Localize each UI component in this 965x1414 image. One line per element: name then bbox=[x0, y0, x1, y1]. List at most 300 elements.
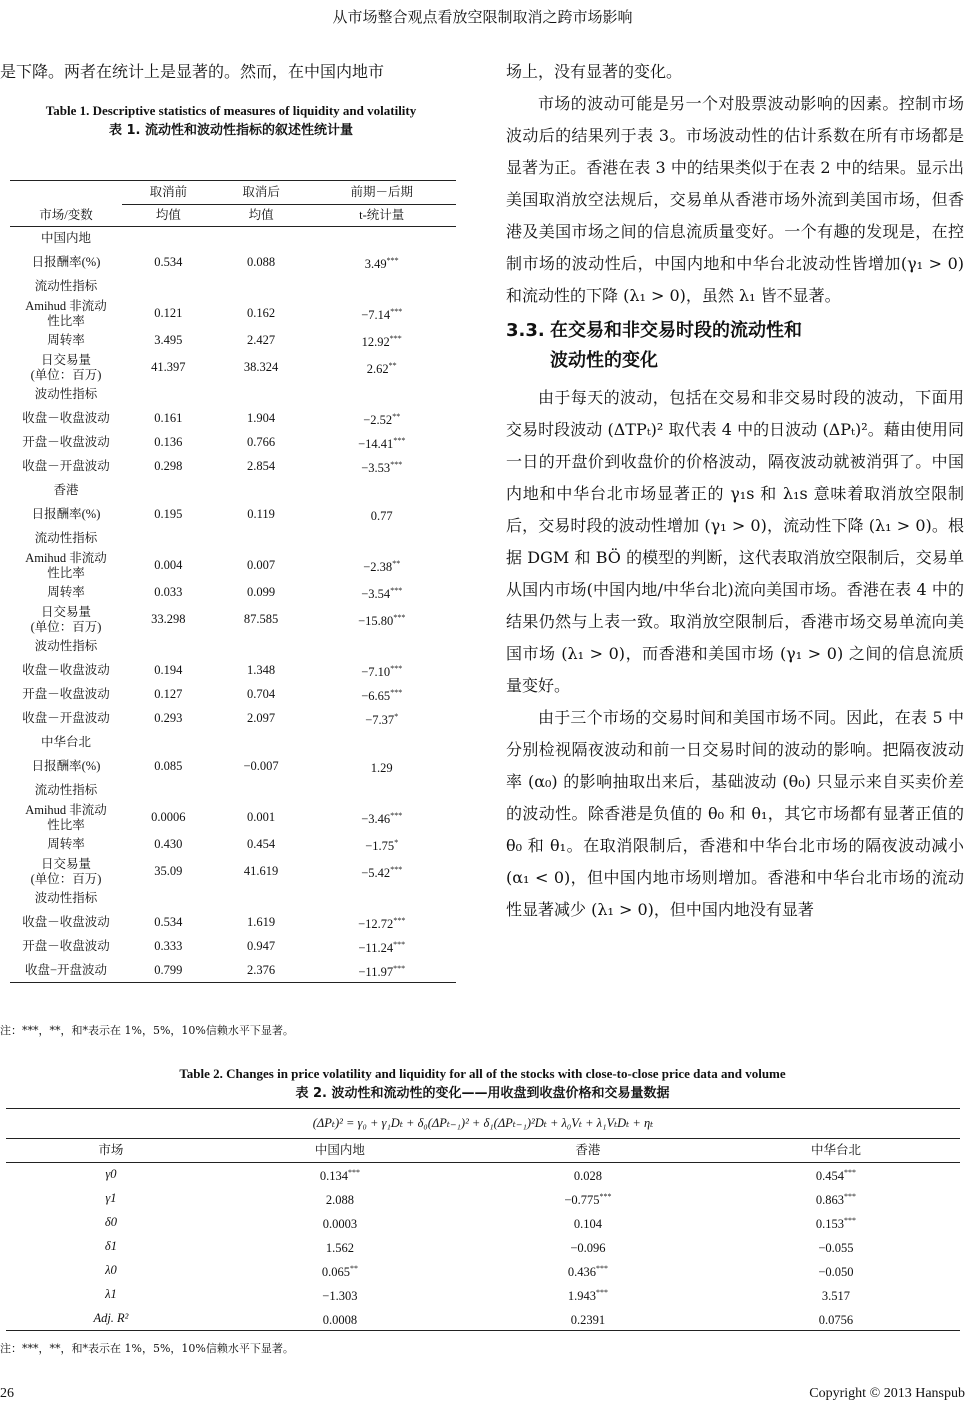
table1-cell-before-text: 0.161 bbox=[154, 411, 183, 425]
table2-cell-taipei-text: −0.050 bbox=[818, 1265, 854, 1280]
table1-row-label bbox=[10, 857, 122, 887]
table2-cell-mainland-text: 0.0008 bbox=[322, 1312, 358, 1327]
table2-cell-hongkong-text: 0.436 bbox=[567, 1265, 596, 1280]
table1-cell-t bbox=[307, 833, 456, 857]
table-row bbox=[10, 707, 456, 731]
table1-cell-t-text: −1.75 bbox=[365, 839, 395, 854]
table1-cell-t-text: −3.46 bbox=[361, 812, 391, 827]
table2-cell-mainland bbox=[216, 1307, 464, 1331]
significance-marker: *** bbox=[393, 435, 406, 445]
significance-marker: * bbox=[394, 837, 399, 847]
table-row bbox=[10, 407, 456, 431]
table1-row-label-text: 周转率 bbox=[47, 585, 85, 599]
table1-cell-t-text: 1.29 bbox=[370, 761, 393, 776]
table1-row-label-text: Amihud 非流动 性比率 bbox=[25, 298, 107, 328]
table1-caption-cn: 表 1. 流动性和波动性指标的叙述性统计量 bbox=[108, 123, 354, 138]
table1-row-label-text: 流动性指标 bbox=[34, 531, 98, 545]
table1-cell-after bbox=[215, 635, 308, 659]
table1-cell-t-text: −7.10 bbox=[361, 665, 391, 680]
table2-cell-mainland-text: 0.0003 bbox=[322, 1217, 358, 1232]
table1-cell-after-text: 0.007 bbox=[247, 558, 276, 572]
table1-cell-after bbox=[215, 683, 308, 707]
table1-cell-after bbox=[215, 935, 308, 959]
significance-marker: *** bbox=[393, 612, 406, 622]
table1-cell-before-text: 0.534 bbox=[154, 255, 183, 269]
table1-cell-t bbox=[307, 503, 456, 527]
table1-row-label-text: 收盘－收盘波动 bbox=[22, 411, 110, 425]
table1-cell-t bbox=[307, 383, 456, 407]
table1-header-stub: 市场/变数 bbox=[10, 205, 122, 227]
table1-cell-before bbox=[122, 503, 215, 527]
table1-cell-after-text: 0.947 bbox=[247, 939, 276, 953]
table1-note: 注：***，**，和*表示在 1%，5%，10%信赖水平下显著。 bbox=[0, 1024, 294, 1037]
table1-cell-after bbox=[215, 299, 308, 329]
table1-cell-before bbox=[122, 581, 215, 605]
table1-row-label-text: 流动性指标 bbox=[34, 279, 98, 293]
table1-header-diff: 前期－后期 bbox=[307, 181, 456, 205]
table1-row-label bbox=[10, 353, 122, 383]
table1-cell-before-text: 0.293 bbox=[154, 711, 183, 725]
table1-cell-after bbox=[215, 329, 308, 353]
table1-cell-t bbox=[307, 935, 456, 959]
table1-cell-after bbox=[215, 581, 308, 605]
table1-cell-after bbox=[215, 455, 308, 479]
table1-cell-t bbox=[307, 527, 456, 551]
table2-cell-mainland bbox=[216, 1283, 464, 1307]
significance-marker: ** bbox=[392, 558, 401, 568]
table1-cell-before-text: 0.136 bbox=[154, 435, 183, 449]
table-row bbox=[10, 959, 456, 983]
table1-cell-t-text: −14.41 bbox=[358, 437, 394, 452]
table1-cell-t bbox=[307, 407, 456, 431]
table1-row-label bbox=[10, 551, 122, 581]
table1-cell-before bbox=[122, 251, 215, 275]
table2-cell-hongkong-text: −0.775 bbox=[564, 1193, 600, 1208]
significance-marker: *** bbox=[844, 1191, 857, 1201]
table1-cell-t bbox=[307, 887, 456, 911]
table1-cell-t-text: −3.53 bbox=[361, 461, 391, 476]
significance-marker: *** bbox=[393, 915, 406, 925]
significance-marker: *** bbox=[393, 939, 406, 949]
table-row bbox=[10, 551, 456, 581]
table2-row-symbol-text: γ0 bbox=[105, 1167, 117, 1182]
table1-cell-after bbox=[215, 479, 308, 503]
table1-cell-before bbox=[122, 455, 215, 479]
table1-row-label bbox=[10, 275, 122, 299]
table-row bbox=[10, 353, 456, 383]
table1-cell-t-text: 3.49 bbox=[364, 257, 387, 272]
table1-cell-t bbox=[307, 353, 456, 383]
table1-cell-after bbox=[215, 857, 308, 887]
table1-cell-t bbox=[307, 857, 456, 887]
table-row bbox=[10, 833, 456, 857]
right-paragraph-3: 由于每天的波动，包括在交易和非交易时段的波动，下面用交易时段波动 (ΔTPₜ)² 取代表 4 中的日波动 (ΔPₜ)²。藉由使用同一日的开盘价到收盘价的价格波动，隔夜波动就被消弭了。中国内地和中华台北市场显著正的 γ₁s 和 λ₁s 意味着取消放空限制后，交易时段的波动性增加 (γ₁ > 0)，流动性下降 (λ₁ > 0)。根据 DGM 和 BÖ 的模型的判断，这代表取消放空限制后，交易单从国内市场(中国内地/中华台北)流向美国市场。香港在表 4 中的结果仍然与上表一致。取消放空限制后，香港市场交易单流向美国市场 (λ₁ > 0)，而香港和美国市场 (γ₁ > 0) 之间的信息流质量变好。 bbox=[506, 388, 964, 695]
table1-row-label-text: 收盘－开盘波动 bbox=[22, 459, 110, 473]
table1-row-label-text: 开盘－收盘波动 bbox=[22, 435, 110, 449]
table2-caption-en: Table 2. Changes in price volatility and liquidity for all of the stocks with close-to-close price data and volume bbox=[179, 1066, 786, 1081]
table1 bbox=[10, 180, 456, 983]
table1-cell-after bbox=[215, 503, 308, 527]
table1-cell-t-text: −5.42 bbox=[361, 866, 391, 881]
table1-cell-before bbox=[122, 935, 215, 959]
significance-marker: *** bbox=[390, 663, 403, 673]
table2-cell-hongkong bbox=[464, 1307, 712, 1331]
table-row bbox=[10, 803, 456, 833]
table1-row-label bbox=[10, 605, 122, 635]
table1-cell-t bbox=[307, 683, 456, 707]
table2-header-taipei: 中华台北 bbox=[712, 1139, 960, 1163]
table1-cell-t-text: −6.65 bbox=[361, 689, 391, 704]
table1-cell-after bbox=[215, 275, 308, 299]
table1-cell-t-text: 12.92 bbox=[361, 335, 390, 350]
table1-cell-before-text: 35.09 bbox=[154, 864, 183, 878]
section-3-3-title bbox=[506, 316, 964, 376]
table1-cell-after-text: 2.854 bbox=[247, 459, 276, 473]
table1-cell-after bbox=[215, 833, 308, 857]
table-row bbox=[10, 275, 456, 299]
table1-cell-before bbox=[122, 779, 215, 803]
significance-marker: *** bbox=[595, 1287, 608, 1297]
table-row bbox=[10, 527, 456, 551]
table-row bbox=[10, 329, 456, 353]
table1-cell-after bbox=[215, 251, 308, 275]
table1-row-label-text: 日交易量 (单位：百万) bbox=[30, 604, 102, 634]
table2-cell-taipei-text: 3.517 bbox=[821, 1289, 851, 1304]
table1-cell-after-text: 0.766 bbox=[247, 435, 276, 449]
table1-cell-before-text: 0.298 bbox=[154, 459, 183, 473]
table1-cell-after-text: 38.324 bbox=[243, 360, 279, 374]
table1-row-label-text: 周转率 bbox=[47, 333, 85, 347]
table1-cell-t bbox=[307, 479, 456, 503]
table2-row-symbol-text: λ1 bbox=[105, 1287, 117, 1301]
table1-cell-t bbox=[307, 755, 456, 779]
table1-cell-t bbox=[307, 605, 456, 635]
table1-cell-before bbox=[122, 407, 215, 431]
significance-marker: * bbox=[394, 711, 399, 721]
table1-cell-t bbox=[307, 299, 456, 329]
table1-cell-before-text: 0.085 bbox=[154, 759, 183, 773]
copyright: Copyright © 2013 Hanspub bbox=[809, 1386, 965, 1401]
table1-cell-t bbox=[307, 227, 456, 251]
table2-caption-cn: 表 2. 波动性和流动性的变化——用收盘到收盘价格和交易量数据 bbox=[295, 1086, 670, 1101]
table-row bbox=[6, 1307, 960, 1331]
table1-cell-before bbox=[122, 299, 215, 329]
table1-cell-before-text: 33.298 bbox=[151, 612, 186, 626]
table1-row-label bbox=[10, 683, 122, 707]
table-row bbox=[10, 227, 456, 251]
table2-row-symbol bbox=[6, 1163, 216, 1187]
table1-cell-before-text: 3.495 bbox=[154, 333, 183, 347]
table1-cell-before-text: 0.127 bbox=[154, 687, 183, 701]
table-row bbox=[10, 455, 456, 479]
table1-row-label-text: 开盘－收盘波动 bbox=[22, 687, 110, 701]
significance-marker: *** bbox=[595, 1263, 608, 1273]
table1-cell-before-text: 0.195 bbox=[154, 507, 183, 521]
table1-cell-after bbox=[215, 803, 308, 833]
table1-row-label-text: 收盘－收盘波动 bbox=[22, 663, 110, 677]
table1-cell-after-text: 1.348 bbox=[247, 663, 276, 677]
right-column bbox=[506, 56, 964, 926]
table1-cell-after bbox=[215, 605, 308, 635]
table2-cell-mainland bbox=[216, 1187, 464, 1211]
table1-row-label bbox=[10, 635, 122, 659]
table1-caption-en: Table 1. Descriptive statistics of measures of liquidity and volatility bbox=[45, 103, 417, 118]
table1-row-label-text: 开盘－收盘波动 bbox=[22, 939, 110, 953]
table1-row-label bbox=[10, 455, 122, 479]
table1-cell-t bbox=[307, 581, 456, 605]
table1-cell-t bbox=[307, 455, 456, 479]
table1-cell-before bbox=[122, 635, 215, 659]
table1-cell-t bbox=[307, 731, 456, 755]
table1-cell-after bbox=[215, 431, 308, 455]
table2-cell-taipei bbox=[712, 1235, 960, 1259]
table1-row-label-text: 收盘－收盘波动 bbox=[22, 915, 110, 929]
table1-row-label bbox=[10, 959, 122, 983]
table2-row-symbol-text: δ0 bbox=[104, 1215, 117, 1229]
significance-marker: *** bbox=[390, 585, 403, 595]
significance-marker: *** bbox=[599, 1191, 612, 1201]
table1-header-before: 取消前 bbox=[122, 181, 215, 205]
table1-cell-after-text: −0.007 bbox=[243, 759, 279, 773]
table2-cell-taipei-text: 0.0756 bbox=[818, 1312, 854, 1327]
table2 bbox=[6, 1108, 960, 1331]
table1-row-label bbox=[10, 935, 122, 959]
table-row bbox=[6, 1235, 960, 1259]
table-row bbox=[10, 605, 456, 635]
table1-row-label-text: 日交易量 (单位：百万) bbox=[30, 352, 102, 382]
table-row bbox=[10, 911, 456, 935]
table1-row-label-text: 波动性指标 bbox=[34, 891, 98, 905]
table1-cell-before bbox=[122, 911, 215, 935]
table2-cell-hongkong-text: 0.104 bbox=[573, 1217, 602, 1232]
table1-header-blank bbox=[10, 181, 122, 205]
table1-cell-before-text: 0.194 bbox=[154, 663, 183, 677]
section-title-line-2: 波动性的变化 bbox=[550, 350, 658, 371]
table1-cell-after-text: 0.088 bbox=[247, 255, 276, 269]
table2-cell-hongkong-text: −0.096 bbox=[570, 1241, 606, 1256]
table1-cell-t-text: −11.97 bbox=[358, 964, 394, 979]
table1-cell-after-text: 0.001 bbox=[247, 810, 276, 824]
table1-cell-t bbox=[307, 635, 456, 659]
table1-cell-before bbox=[122, 659, 215, 683]
table1-row-label-text: 收盘－开盘波动 bbox=[22, 711, 110, 725]
table1-row-label-text: 中华台北 bbox=[40, 735, 91, 749]
table1-row-label bbox=[10, 527, 122, 551]
table2-cell-mainland bbox=[216, 1163, 464, 1187]
table2-row-symbol bbox=[6, 1235, 216, 1259]
table-row bbox=[10, 299, 456, 329]
table1-cell-after-text: 41.619 bbox=[243, 864, 279, 878]
table1-row-label bbox=[10, 581, 122, 605]
table1-row-label-text: 香港 bbox=[53, 483, 79, 497]
table-row bbox=[10, 251, 456, 275]
table1-cell-before-text: 0.121 bbox=[154, 306, 183, 320]
table-row bbox=[10, 731, 456, 755]
table1-row-label bbox=[10, 251, 122, 275]
table1-row-label bbox=[10, 431, 122, 455]
table2-cell-taipei bbox=[712, 1187, 960, 1211]
table-row bbox=[10, 887, 456, 911]
table1-cell-before bbox=[122, 803, 215, 833]
table1-cell-t-text: 2.62 bbox=[366, 362, 389, 377]
table2-cell-mainland bbox=[216, 1235, 464, 1259]
table2-cell-taipei-text: 0.153 bbox=[815, 1217, 845, 1232]
table2-row-symbol-text: Adj. R² bbox=[93, 1310, 129, 1325]
significance-marker: *** bbox=[390, 810, 403, 820]
table1-cell-t bbox=[307, 275, 456, 299]
table2-cell-taipei bbox=[712, 1211, 960, 1235]
table1-cell-t bbox=[307, 431, 456, 455]
table1-cell-before-text: 0.534 bbox=[154, 915, 183, 929]
table1-cell-before bbox=[122, 527, 215, 551]
table1-row-label bbox=[10, 887, 122, 911]
table1-cell-after-text: 0.454 bbox=[247, 837, 276, 851]
table2-cell-hongkong-text: 1.943 bbox=[567, 1289, 596, 1304]
table1-row-label-text: 中国内地 bbox=[40, 231, 91, 246]
table1-cell-t bbox=[307, 959, 456, 983]
table2-row-symbol bbox=[6, 1283, 216, 1307]
significance-marker: *** bbox=[844, 1168, 857, 1178]
table1-row-label-text: Amihud 非流动 性比率 bbox=[25, 550, 107, 580]
table2-row-symbol bbox=[6, 1307, 216, 1331]
table1-cell-t-text: −2.52 bbox=[363, 413, 393, 428]
table1-cell-before-text: 0.799 bbox=[154, 962, 183, 977]
section-title-line-1: 在交易和非交易时段的流动性和 bbox=[550, 320, 802, 341]
table2-cell-hongkong-text: 0.2391 bbox=[570, 1312, 606, 1327]
table1-cell-after-text: 0.099 bbox=[247, 585, 276, 599]
table1-row-label bbox=[10, 779, 122, 803]
table1-row-label bbox=[10, 707, 122, 731]
table-row bbox=[10, 683, 456, 707]
table1-row-label bbox=[10, 227, 122, 251]
table1-cell-t-text: −2.38 bbox=[363, 560, 393, 575]
table1-cell-after bbox=[215, 887, 308, 911]
table1-cell-before bbox=[122, 755, 215, 779]
table2-cell-mainland-text: 0.134 bbox=[319, 1169, 348, 1184]
table-row bbox=[10, 581, 456, 605]
table1-cell-after-text: 1.904 bbox=[247, 411, 276, 425]
table2-row-symbol-text: δ1 bbox=[104, 1239, 117, 1253]
table1-subheader-mean2: 均值 bbox=[215, 205, 308, 227]
table1-cell-t-text: −3.54 bbox=[361, 587, 391, 602]
table1-row-label bbox=[10, 911, 122, 935]
table1-row-label bbox=[10, 503, 122, 527]
table2-cell-hongkong bbox=[464, 1187, 712, 1211]
table2-cell-taipei-text: −0.055 bbox=[818, 1241, 854, 1256]
table1-cell-before bbox=[122, 329, 215, 353]
table1-cell-after bbox=[215, 707, 308, 731]
table1-cell-after-text: 2.376 bbox=[247, 962, 276, 977]
significance-marker: *** bbox=[390, 459, 403, 469]
table1-cell-t bbox=[307, 659, 456, 683]
table1-row-label-text: 波动性指标 bbox=[34, 639, 98, 653]
table1-cell-after-text: 0.119 bbox=[247, 507, 275, 521]
table1-cell-before-text: 0.0006 bbox=[151, 810, 186, 824]
table1-cell-t bbox=[307, 911, 456, 935]
significance-marker: *** bbox=[386, 255, 399, 265]
table1-subheader-t: t-统计量 bbox=[307, 205, 456, 227]
table2-cell-hongkong bbox=[464, 1211, 712, 1235]
table-row bbox=[6, 1163, 960, 1187]
table1-row-label-text: 流动性指标 bbox=[34, 783, 98, 797]
table1-cell-after bbox=[215, 527, 308, 551]
table1-subheader-mean1: 均值 bbox=[122, 205, 215, 227]
significance-marker: ** bbox=[392, 411, 401, 421]
table1-row-label-text: 收盘−开盘波动 bbox=[24, 962, 108, 977]
table1-cell-after bbox=[215, 383, 308, 407]
table2-cell-taipei bbox=[712, 1163, 960, 1187]
right-paragraph-2-body: 市场的波动可能是另一个对股票波动影响的因素。控制市场波动后的结果列于表 3。市场波动性的估计系数在所有市场都是显著为正。香港在表 3 中的结果类似于在表 2 中的结果。显示出美国取消放空法规后，交易单从香港市场外流到美国市场，但香港及美国市场之间的信息流质量变好。一个有趣的发现是，在控制市场的波动性后，中国内地和中华台北波动性皆增加 bbox=[506, 94, 964, 273]
table1-cell-before bbox=[122, 605, 215, 635]
significance-marker: *** bbox=[393, 963, 406, 973]
table2-cell-mainland-text: 2.088 bbox=[325, 1193, 354, 1208]
table-row bbox=[6, 1211, 960, 1235]
significance-marker: *** bbox=[390, 864, 403, 874]
table-row bbox=[10, 635, 456, 659]
table1-cell-before bbox=[122, 959, 215, 983]
page-number: 26 bbox=[0, 1386, 14, 1401]
table2-cell-hongkong-text: 0.028 bbox=[573, 1169, 602, 1184]
table1-cell-before bbox=[122, 383, 215, 407]
table1-row-label-text: Amihud 非流动 性比率 bbox=[25, 802, 107, 832]
significance-marker: ** bbox=[388, 360, 397, 370]
table1-cell-after bbox=[215, 731, 308, 755]
table1-cell-before bbox=[122, 431, 215, 455]
table1-cell-before bbox=[122, 275, 215, 299]
table1-cell-before bbox=[122, 353, 215, 383]
table1-row-label-text: 波动性指标 bbox=[34, 387, 98, 401]
significance-marker: *** bbox=[347, 1168, 360, 1178]
table2-row-symbol bbox=[6, 1187, 216, 1211]
table2-header-market: 市场 bbox=[6, 1139, 216, 1163]
table-row bbox=[10, 659, 456, 683]
table2-cell-hongkong bbox=[464, 1283, 712, 1307]
table2-row-symbol-text: γ1 bbox=[105, 1191, 117, 1205]
table1-row-label bbox=[10, 731, 122, 755]
left-column bbox=[0, 56, 462, 141]
running-head: 从市场整合观点看放空限制取消之跨市场影响 bbox=[332, 8, 633, 26]
table1-cell-t bbox=[307, 251, 456, 275]
table1-cell-after-text: 2.427 bbox=[247, 333, 276, 347]
table1-cell-before bbox=[122, 731, 215, 755]
section-number: 3.3. bbox=[506, 320, 545, 341]
table1-cell-after-text: 1.619 bbox=[247, 915, 276, 929]
table1-row-label-text: 日报酬率(%) bbox=[31, 507, 101, 521]
table1-row-label bbox=[10, 833, 122, 857]
table1-cell-t-text: 0.77 bbox=[370, 509, 393, 524]
table1-cell-before bbox=[122, 479, 215, 503]
table2-cell-mainland bbox=[216, 1259, 464, 1283]
table1-row-label bbox=[10, 755, 122, 779]
table1-cell-before bbox=[122, 833, 215, 857]
table1-cell-before bbox=[122, 707, 215, 731]
right-paragraph-2 bbox=[506, 88, 964, 312]
table2-header-mainland: 中国内地 bbox=[216, 1139, 464, 1163]
table-row bbox=[10, 479, 456, 503]
table2-cell-taipei-text: 0.863 bbox=[815, 1193, 845, 1208]
table1-cell-after bbox=[215, 551, 308, 581]
right-paragraph-2-end: (γ₁ > 0) 和流动性的下降 (λ₁ > 0)，虽然 λ₁ 皆不显著。 bbox=[506, 254, 964, 305]
table1-cell-t bbox=[307, 803, 456, 833]
table1-cell-before bbox=[122, 887, 215, 911]
table1-cell-before-text: 0.333 bbox=[154, 939, 183, 953]
table1-header-after: 取消后 bbox=[215, 181, 308, 205]
table1-cell-t-text: −12.72 bbox=[358, 917, 394, 932]
significance-marker: *** bbox=[390, 687, 403, 697]
left-top-text: 是下降。两者在统计上是显著的。然而，在中国内地市 bbox=[0, 62, 385, 81]
table2-cell-mainland bbox=[216, 1211, 464, 1235]
table2-cell-taipei-text: 0.454 bbox=[815, 1169, 845, 1184]
